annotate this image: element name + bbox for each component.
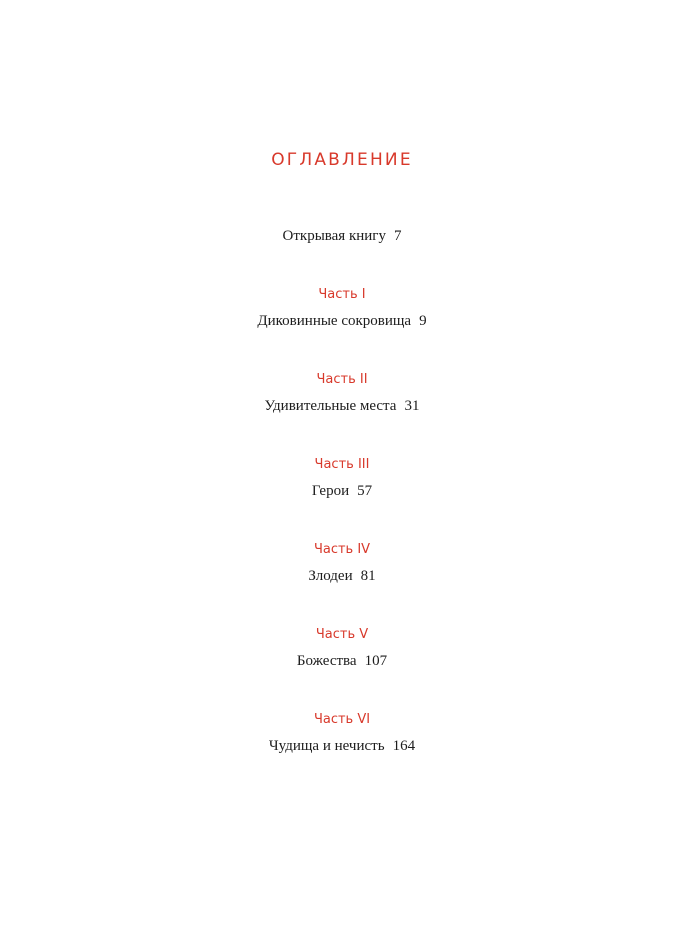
toc-entry-label: Диковинные сокровища [257, 313, 412, 329]
toc-entry-page-number: 81 [360, 568, 376, 584]
toc-entry[interactable] [0, 566, 684, 586]
toc-part-label: Часть V [315, 627, 369, 642]
toc-part-label: Часть III [314, 457, 370, 472]
toc-entry-label: Чудища и нечисть [268, 738, 385, 754]
toc-entry-page-number: 57 [357, 483, 373, 499]
toc-entry-page-number: 164 [392, 738, 416, 754]
toc-part-label: Часть IV [313, 542, 371, 557]
toc-entry-page-number: 9 [419, 313, 427, 329]
toc-entry-label: Удивительные места [264, 398, 397, 414]
toc-entry-label: Злодеи [308, 568, 353, 584]
toc-entry[interactable] [0, 481, 684, 501]
toc-part-label: Часть II [316, 372, 368, 387]
toc-entry-page-number: 31 [404, 398, 420, 414]
toc-entry-page-number: 7 [393, 228, 402, 244]
toc-part-label: Часть I [318, 287, 366, 302]
toc-entry-label: Открывая книгу [282, 228, 386, 244]
toc-entry[interactable] [0, 311, 684, 331]
toc-part-label: Часть VI [313, 712, 371, 727]
toc-entry[interactable] [0, 651, 684, 671]
toc-entry[interactable] [0, 736, 684, 756]
toc-entry[interactable] [0, 396, 684, 416]
toc-entry-intro[interactable] [0, 226, 684, 246]
toc-entry-label: Божества [296, 653, 357, 669]
toc-entry-label: Герои [311, 483, 350, 499]
toc-title: ОГЛАВЛЕНИЕ [271, 150, 413, 170]
toc-entry-page-number: 107 [364, 653, 388, 669]
